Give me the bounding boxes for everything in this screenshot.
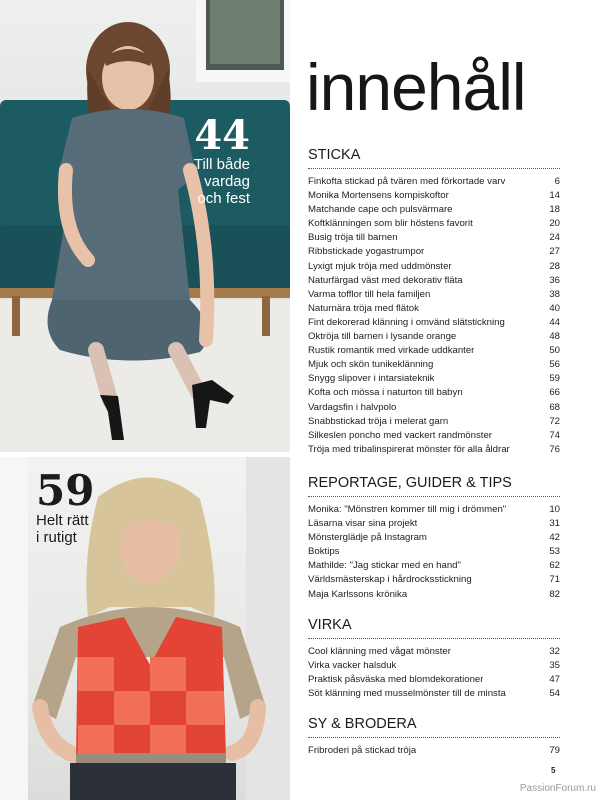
toc-entry[interactable] xyxy=(308,415,560,429)
toc-entry-title: Varma tofflor till hela familjen xyxy=(308,288,431,300)
toc-entry-page: 62 xyxy=(549,560,560,572)
toc-entry-page: 53 xyxy=(549,546,560,558)
toc-section-reportage xyxy=(308,475,560,602)
feature-page-number: 59 xyxy=(36,466,95,515)
feature-page-number: 44 xyxy=(194,112,250,159)
toc-section-sticka xyxy=(308,147,560,457)
toc-entry[interactable] xyxy=(308,517,560,531)
toc-entry[interactable] xyxy=(308,588,560,602)
photo-illustration-dress xyxy=(0,0,290,452)
toc-entry[interactable] xyxy=(308,559,560,573)
toc-entry[interactable] xyxy=(308,386,560,400)
toc-entry-title: Söt klänning med musselmönster till de minsta xyxy=(308,688,506,700)
toc-entry-title: Tröja med tribalinspirerat mönster för alla åldrar xyxy=(308,443,510,455)
toc-entry-page: 82 xyxy=(549,588,560,600)
toc-section-sy-brodera xyxy=(308,716,560,758)
toc-entry-title: Finkofta stickad på tvären med förkortade varv xyxy=(308,176,506,187)
feature-teaser-59[interactable] xyxy=(36,466,146,546)
toc-entry-title: Kofta och mössa i naturton till babyn xyxy=(308,387,463,399)
toc-entry[interactable] xyxy=(308,401,560,415)
toc-list xyxy=(308,175,560,457)
toc-entry-page: 35 xyxy=(549,660,560,672)
toc-entry-title: Praktisk påsväska med blomdekorationer xyxy=(308,674,484,686)
toc-entry[interactable] xyxy=(308,531,560,545)
toc-entry-title: Världsmästerskap i hårdrocksstickning xyxy=(308,574,472,586)
toc-entry-page: 71 xyxy=(549,574,560,586)
toc-entry-page: 44 xyxy=(549,316,560,328)
toc-entry-page: 20 xyxy=(549,218,560,230)
toc-entry-page: 28 xyxy=(549,260,560,272)
toc-entry[interactable] xyxy=(308,231,560,245)
toc-entry[interactable] xyxy=(308,316,560,330)
toc-entry-title: Naturnära tröja med flätok xyxy=(308,302,419,314)
toc-list xyxy=(308,744,560,758)
toc-entry-title: Lyxigt mjuk tröja med uddmönster xyxy=(308,260,452,272)
toc-entry-title: Oktröja till barnen i lysande orange xyxy=(308,331,457,343)
toc-entry[interactable] xyxy=(308,260,560,274)
toc-entry-page: 36 xyxy=(549,274,560,286)
cover-photo-checkered-slipover xyxy=(0,457,290,800)
toc-entry[interactable] xyxy=(308,443,560,457)
toc-entry-page: 38 xyxy=(549,288,560,300)
toc-entry-title: Rustik romantik med virkade uddkanter xyxy=(308,345,475,357)
toc-entry-page: 42 xyxy=(549,532,560,544)
toc-entry-title: Busig tröja till barnen xyxy=(308,232,398,244)
page-title: innehåll xyxy=(306,50,526,124)
toc-entry[interactable] xyxy=(308,358,560,372)
toc-entry-page: 31 xyxy=(549,518,560,530)
toc-entry-page: 50 xyxy=(549,345,560,357)
toc-entry[interactable] xyxy=(308,217,560,231)
toc-entry-page: 40 xyxy=(549,302,560,314)
section-heading: VIRKA xyxy=(308,617,560,639)
toc-entry-title: Monika Mortensens kompiskoftor xyxy=(308,190,449,202)
toc-entry[interactable] xyxy=(308,573,560,587)
toc-entry[interactable] xyxy=(308,245,560,259)
toc-entry-page: 76 xyxy=(549,443,560,455)
toc-entry-page: 6 xyxy=(554,176,560,187)
toc-entry[interactable] xyxy=(308,503,560,517)
toc-entry[interactable] xyxy=(308,429,560,443)
section-heading: REPORTAGE, GUIDER & TIPS xyxy=(308,475,560,497)
toc-entry[interactable] xyxy=(308,545,560,559)
toc-entry-title: Koftklänningen som blir höstens favorit xyxy=(308,218,473,230)
toc-entry-title: Maja Karlssons krönika xyxy=(308,588,408,600)
toc-entry[interactable] xyxy=(308,659,560,673)
toc-entry-title: Snabbstickad tröja i melerat garn xyxy=(308,415,449,427)
cover-photo-knit-dress xyxy=(0,0,290,452)
toc-entry-page: 14 xyxy=(549,190,560,202)
toc-entry-page: 18 xyxy=(549,204,560,216)
toc-entry[interactable] xyxy=(308,344,560,358)
toc-section-virka xyxy=(308,617,560,701)
toc-entry-title: Fint dekorerad klänning i omvänd slätstickning xyxy=(308,316,505,328)
toc-entry-title: Mjuk och skön tunikeklänning xyxy=(308,359,434,371)
toc-entry-page: 48 xyxy=(549,331,560,343)
toc-entry-title: Läsarna visar sina projekt xyxy=(308,518,418,530)
toc-entry-page: 32 xyxy=(549,646,560,657)
toc-entry-title: Fribroderi på stickad tröja xyxy=(308,745,417,756)
toc-entry[interactable] xyxy=(308,645,560,659)
toc-entry-page: 79 xyxy=(549,745,560,756)
feature-caption-line: Helt rätt xyxy=(36,512,89,529)
toc-entry-title: Vardagsfin i halvpolo xyxy=(308,401,397,413)
toc-entry[interactable] xyxy=(308,274,560,288)
toc-entry-page: 72 xyxy=(549,415,560,427)
toc-entry[interactable] xyxy=(308,175,560,189)
watermark: PassionForum.ru xyxy=(519,783,596,794)
toc-entry-title: Naturfärgad väst med dekorativ fläta xyxy=(308,274,463,286)
section-heading: SY & BRODERA xyxy=(308,716,560,738)
toc-list xyxy=(308,503,560,602)
toc-entry-title: Ribbstickade yogastrumpor xyxy=(308,246,425,258)
toc-entry-page: 10 xyxy=(549,504,560,515)
toc-entry[interactable] xyxy=(308,372,560,386)
toc-entry-page: 66 xyxy=(549,387,560,399)
toc-entry-title: Cool klänning med vågat mönster xyxy=(308,646,451,657)
toc-entry[interactable] xyxy=(308,203,560,217)
feature-caption-line: Till både xyxy=(193,156,250,173)
toc-entry[interactable] xyxy=(308,288,560,302)
feature-teaser-44[interactable] xyxy=(130,112,250,207)
feature-caption-line: och fest xyxy=(197,190,250,207)
toc-entry-title: Silkeslen poncho med vackert randmönster xyxy=(308,429,492,441)
toc-entry-title: Mathilde: "Jag stickar med en hand" xyxy=(308,560,461,572)
toc-entry-page: 47 xyxy=(549,674,560,686)
toc-entry[interactable] xyxy=(308,302,560,316)
toc-entry-page: 68 xyxy=(549,401,560,413)
toc-entry[interactable] xyxy=(308,744,560,758)
toc-entry-page: 24 xyxy=(549,232,560,244)
toc-entry-title: Monika: "Mönstren kommer till mig i drömmen" xyxy=(308,504,507,515)
toc-entry-page: 56 xyxy=(549,359,560,371)
toc-entry-page: 54 xyxy=(549,688,560,700)
toc-entry-page: 74 xyxy=(549,429,560,441)
toc-entry-page: 27 xyxy=(549,246,560,258)
feature-caption-line: vardag xyxy=(204,173,250,190)
feature-caption-line: i rutigt xyxy=(36,529,77,546)
toc-entry[interactable] xyxy=(308,687,560,701)
toc-entry[interactable] xyxy=(308,189,560,203)
toc-entry[interactable] xyxy=(308,673,560,687)
toc-entry-title: Virka vacker halsduk xyxy=(308,660,397,672)
toc-entry-title: Snygg slipover i intarsiateknik xyxy=(308,373,435,385)
toc-entry-title: Matchande cape och pulsvärmare xyxy=(308,204,453,216)
toc-entry-page: 59 xyxy=(549,373,560,385)
page-number: 5 xyxy=(551,766,556,775)
toc-list xyxy=(308,645,560,701)
toc-entry-title: Boktips xyxy=(308,546,340,558)
toc-entry[interactable] xyxy=(308,330,560,344)
toc-entry-title: Mönsterglädje på Instagram xyxy=(308,532,427,544)
section-heading: STICKA xyxy=(308,147,560,169)
